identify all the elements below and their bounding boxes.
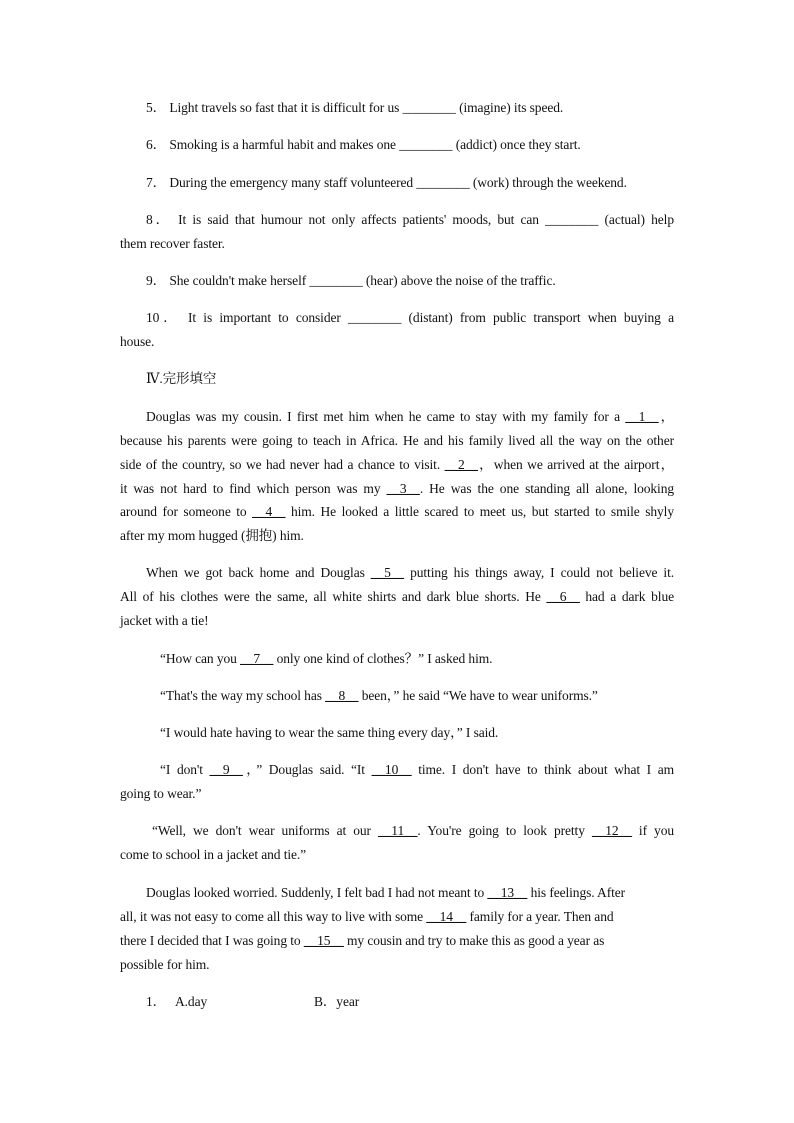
cloze-blank-5[interactable]: __5__	[370, 565, 405, 580]
passage-p7-line1: “Well, we don't wear uniforms at our __11__. You're going to look pretty __12__ if you	[152, 823, 675, 838]
passage-p7-line2: come to school in a jacket and tie.”	[120, 847, 307, 862]
cloze-blank-1[interactable]: __1__	[625, 409, 659, 424]
cloze-blank-3[interactable]: __3__	[386, 481, 420, 496]
cloze-blank-10[interactable]: __10__	[371, 762, 412, 777]
passage-p2-line2: All of his clothes were the same, all white shirts and dark blue shorts. He __6__ had a dark blue	[120, 589, 674, 604]
passage-p8-line2: all, it was not easy to come all this way to live with some __14__ family for a year. Then and	[120, 909, 614, 924]
cloze-blank-6[interactable]: __6__	[546, 589, 580, 604]
cloze-blank-15[interactable]: __15__	[303, 933, 344, 948]
passage-p3: “How can you __7__ only one kind of clothes？” I asked him.	[160, 651, 493, 666]
passage-p1-line4: it was not hard to find which person was my __3__. He was the one standing all alone, looking	[120, 481, 674, 496]
exercise-item-8: 8． It is said that humour not only affects patients' moods, but can ________ (actual) help	[146, 212, 674, 227]
passage-p6-line1: “I don't __9__，” Douglas said. “It __10__ time. I don't have to think about what I am	[160, 762, 674, 777]
answer-blank[interactable]: ________	[416, 175, 470, 190]
passage-p8-line1: Douglas looked worried. Suddenly, I felt bad I had not meant to __13__ his feelings. After	[146, 885, 626, 900]
passage-p1-line3: side of the country, so we had never had a chance to visit. __2__，when we arrived at the airport，	[120, 457, 674, 472]
cloze-blank-2[interactable]: __2__	[444, 457, 478, 472]
exercise-item-10-cont: house.	[120, 334, 155, 349]
passage-p6-line2: going to wear.”	[120, 786, 202, 801]
cloze-blank-13[interactable]: __13__	[487, 885, 528, 900]
passage-p5: “I would hate having to wear the same thing every day，” I said.	[160, 725, 499, 740]
exercise-item-5: 5． Light travels so fast that it is difficult for us ________ (imagine) its speed.	[146, 100, 564, 115]
section-heading: Ⅳ.完形填空	[146, 371, 217, 386]
cloze-blank-14[interactable]: __14__	[426, 909, 467, 924]
exercise-item-10: 10． It is important to consider ________ (distant) from public transport when buying a	[146, 310, 674, 325]
cloze-blank-7[interactable]: __7__	[240, 651, 274, 666]
exercise-item-8-cont: them recover faster.	[120, 236, 225, 251]
passage-p1-line1: Douglas was my cousin. I first met him when he came to stay with my family for a __1__，	[146, 409, 674, 424]
passage-p2-line1: When we got back home and Douglas __5__ putting his things away, I could not believe it.	[146, 565, 674, 580]
cloze-blank-4[interactable]: __4__	[252, 504, 286, 519]
cloze-blank-8[interactable]: __8__	[325, 688, 359, 703]
question-1-number: 1．	[146, 994, 167, 1009]
option-1b[interactable]: B．year	[314, 994, 360, 1009]
exercise-item-9: 9． She couldn't make herself ________ (hear) above the noise of the traffic.	[146, 273, 556, 288]
cloze-blank-11[interactable]: __11__	[378, 823, 418, 838]
exercise-item-6: 6． Smoking is a harmful habit and makes one ________ (addict) once they start.	[146, 137, 581, 152]
answer-blank[interactable]: ________	[399, 137, 453, 152]
passage-p1-line2: because his parents were going to teach in Africa. He and his family lived all the way on the other	[120, 433, 674, 448]
passage-p2-line3: jacket with a tie!	[120, 613, 209, 628]
passage-p8-line4: possible for him.	[120, 957, 210, 972]
answer-blank[interactable]: ________	[402, 100, 456, 115]
cloze-blank-12[interactable]: __12__	[591, 823, 632, 838]
passage-p1-line5: around for someone to __4__ him. He looked a little scared to meet us, but started to smile shyly	[120, 504, 674, 519]
cloze-blank-9[interactable]: __9__	[209, 762, 243, 777]
passage-p4: “That's the way my school has __8__ been，” he said “We have to wear uniforms.”	[160, 688, 598, 703]
passage-p8-line3: there I decided that I was going to __15__ my cousin and try to make this as good a year as	[120, 933, 605, 948]
passage-p1-line6: after my mom hugged (拥抱) him.	[120, 528, 304, 543]
answer-blank[interactable]: ________	[348, 310, 402, 325]
exercise-item-7: 7． During the emergency many staff volunteered ________ (work) through the weekend.	[146, 175, 627, 190]
option-1a[interactable]: A.day	[175, 994, 208, 1009]
answer-blank[interactable]: ________	[545, 212, 599, 227]
answer-blank[interactable]: ________	[309, 273, 363, 288]
